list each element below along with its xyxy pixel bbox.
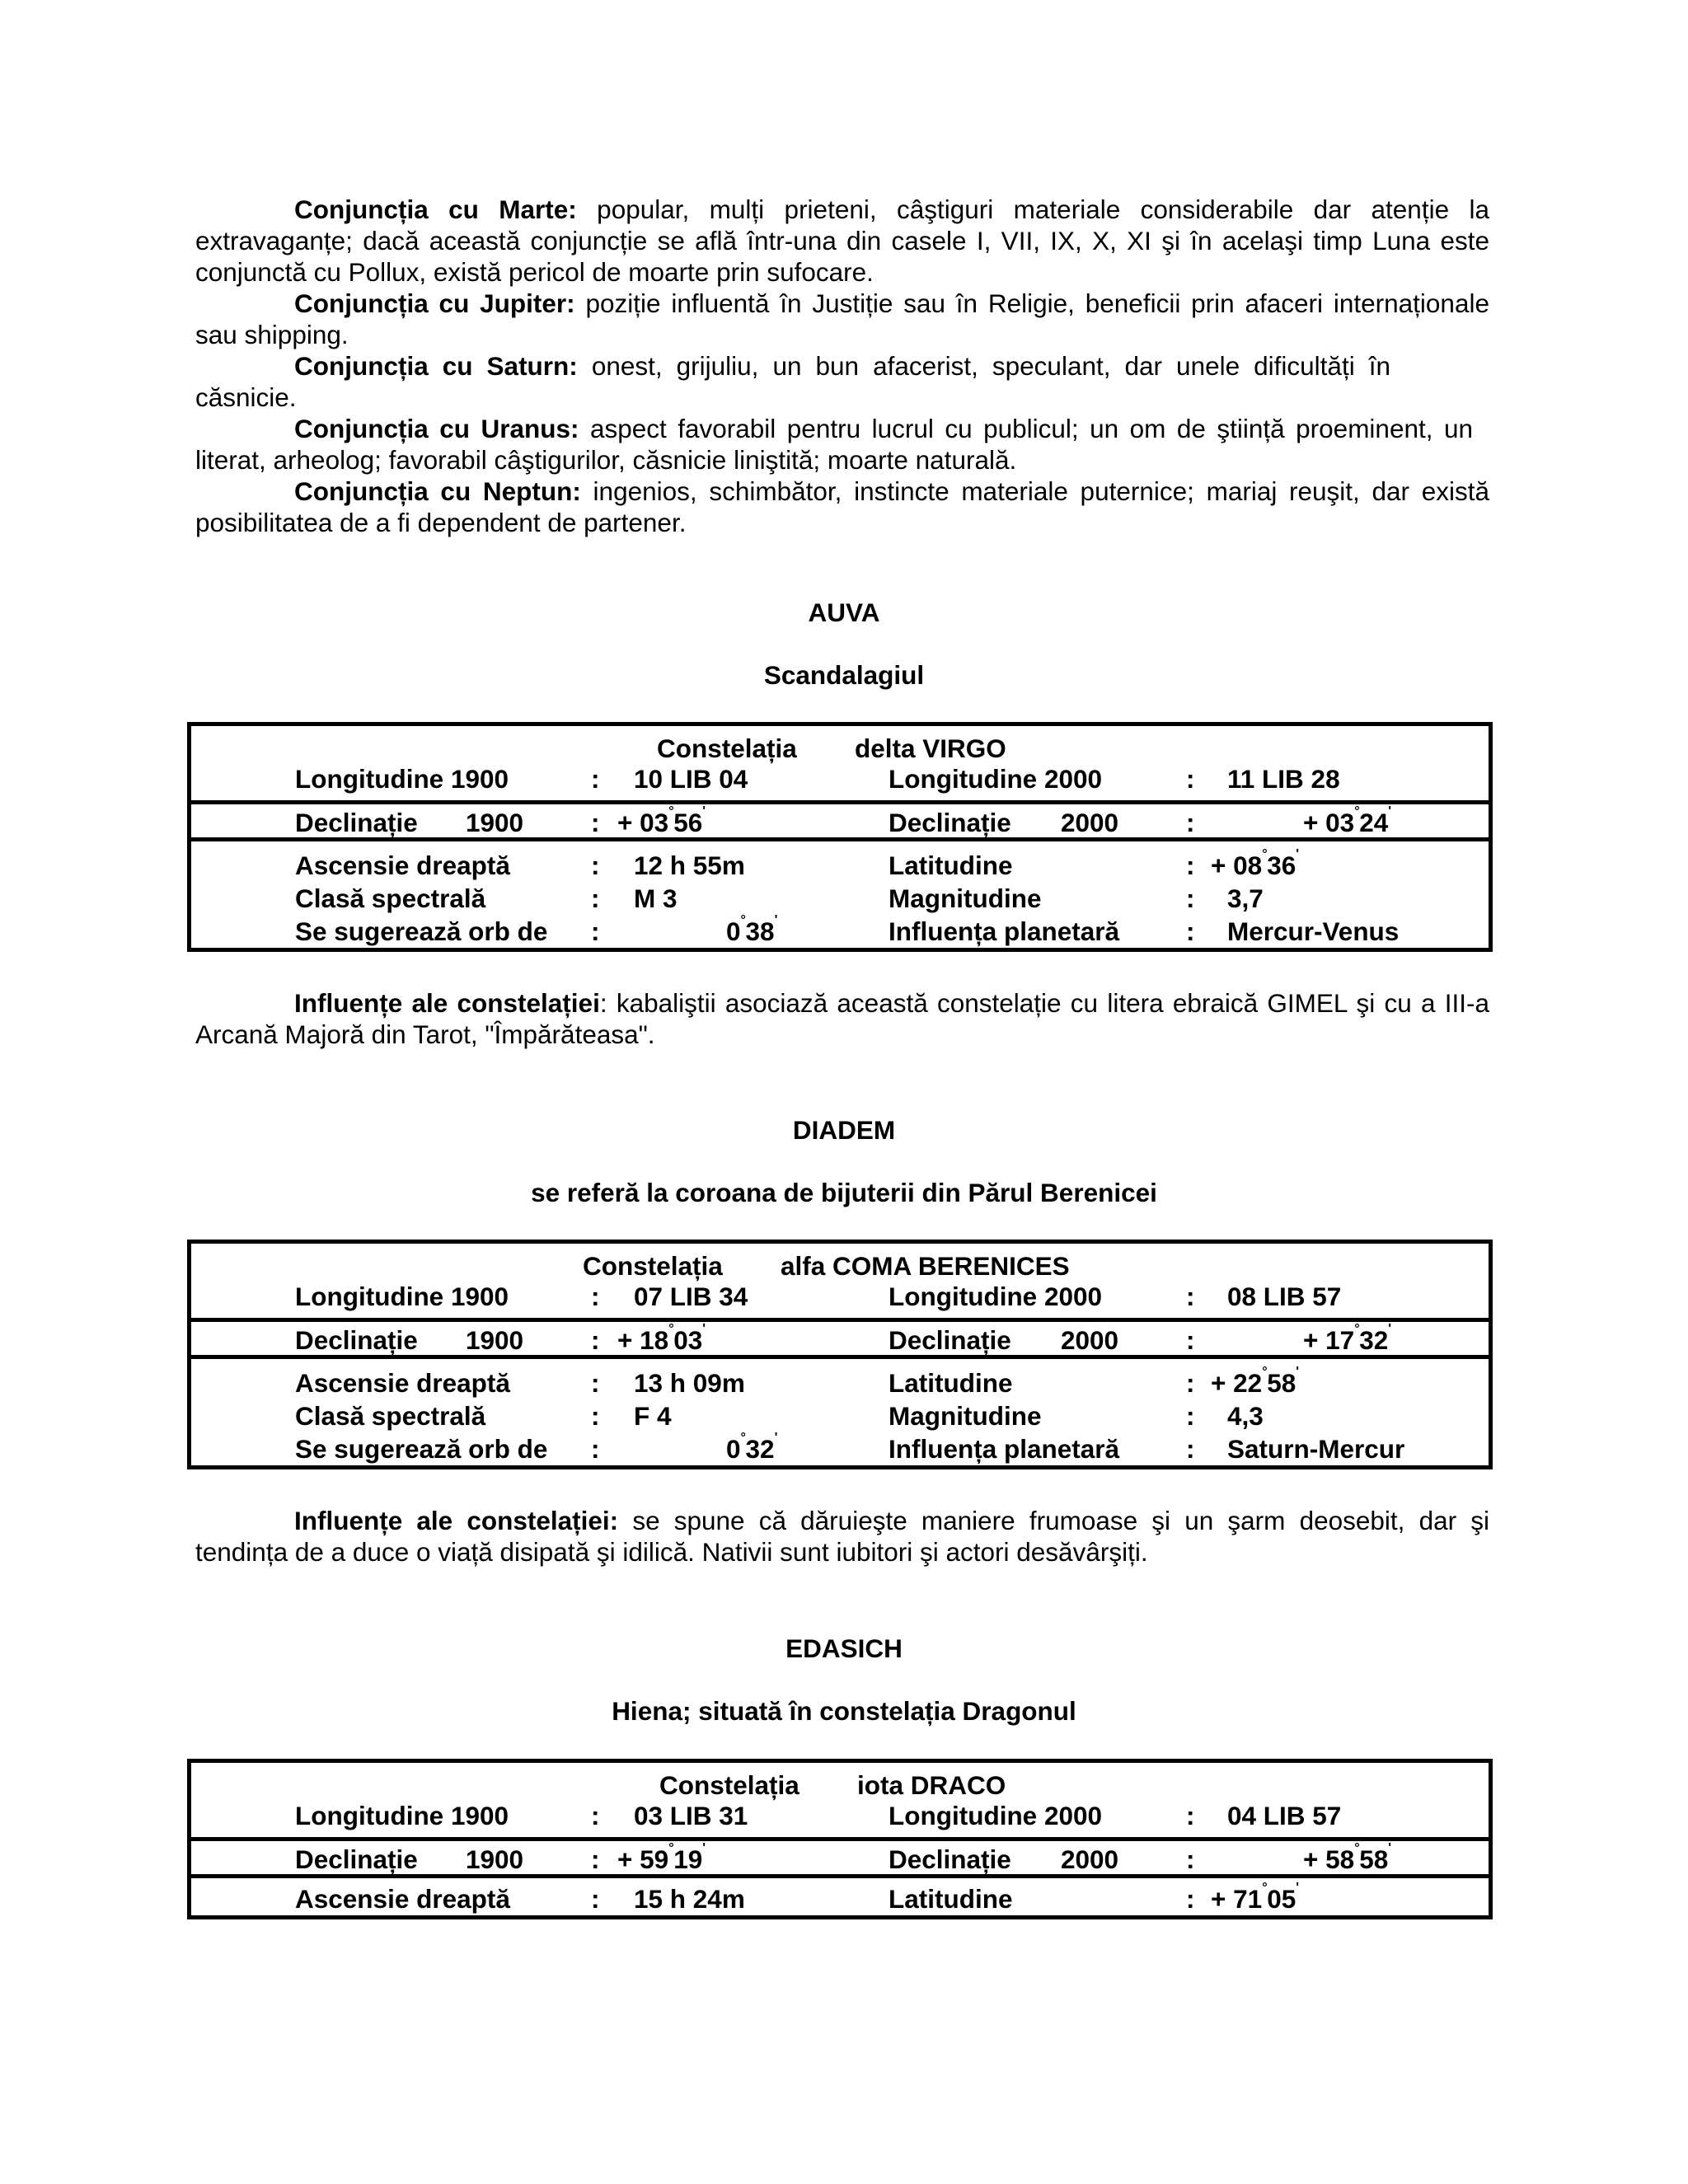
table-section-details: [191, 1355, 1489, 1465]
colon: :: [591, 883, 600, 913]
magnitude-value: 4,3: [1227, 1401, 1264, 1431]
colon: :: [591, 1282, 600, 1311]
latitude-value: [1211, 847, 1300, 880]
constellation-label: Constelația: [583, 1251, 723, 1281]
declination-2000-value: [1303, 804, 1392, 837]
degree-symbol: °: [740, 1431, 746, 1445]
minute-symbol: ': [1388, 1841, 1392, 1855]
magnitude-label: Magnitudine: [889, 883, 1042, 913]
table-section-longitude: [191, 1244, 1489, 1318]
minutes: 32: [1359, 1325, 1389, 1355]
degrees: + 18: [617, 1325, 669, 1355]
declination-2000-year: 2000: [1061, 1844, 1119, 1874]
minutes: 58: [1359, 1844, 1389, 1874]
paragraph-text: se spune că dăruieşte maniere frumoase şi un şarm deosebit, dar şi tendința de a duce o viață disipată şi idilică. Nativii sunt iubitori şi actori desăvârşiți.: [195, 1506, 1489, 1567]
paragraph-saturn: [195, 350, 1390, 413]
degree-symbol: °: [1354, 1841, 1360, 1855]
planetary-influence-value: Mercur-Venus: [1227, 916, 1400, 946]
magnitude-label: Magnitudine: [889, 1401, 1042, 1431]
table-section-longitude: [191, 726, 1489, 800]
spectral-class-value: F 4: [634, 1401, 672, 1431]
declination-2000-year: 2000: [1061, 1325, 1119, 1355]
spectral-class-label: Clasă spectrală: [295, 1401, 486, 1431]
paragraph-text: poziție influentă în Justiție sau în Religie, beneficii prin afaceri internaționale sau shipping.: [195, 288, 1489, 349]
colon: :: [591, 916, 600, 946]
minutes: 36: [1267, 851, 1296, 880]
paragraph-label: Conjuncția cu Neptun:: [294, 476, 581, 506]
latitude-label: Latitudine: [889, 1884, 1013, 1914]
longitude-2000-label: Longitudine 2000: [889, 1282, 1103, 1311]
planetary-influence-value: Saturn-Mercur: [1227, 1434, 1405, 1464]
minutes: 58: [1267, 1368, 1296, 1398]
declination-2000-label: Declinație: [889, 1325, 1011, 1355]
constellation-value: iota DRACO: [857, 1770, 1006, 1800]
minute-symbol: ': [774, 913, 778, 927]
declination-2000-label: Declinație: [889, 808, 1011, 837]
constellation-label: Constelația: [657, 733, 797, 763]
longitude-2000-value: 08 LIB 57: [1227, 1282, 1342, 1311]
latitude-label: Latitudine: [889, 851, 1013, 880]
paragraph-label: Conjuncția cu Saturn:: [294, 351, 578, 381]
colon: :: [1186, 1844, 1195, 1874]
degree-symbol: °: [740, 913, 746, 927]
degrees: + 08: [1211, 851, 1263, 880]
colon: :: [591, 764, 600, 794]
paragraph-jupiter: [195, 288, 1489, 350]
colon: :: [1186, 1325, 1195, 1355]
colon: :: [1186, 764, 1195, 794]
colon: :: [1186, 916, 1195, 946]
colon: :: [1186, 1434, 1195, 1464]
degrees: + 17: [1303, 1325, 1355, 1355]
declination-1900-value: [617, 804, 706, 837]
planetary-influence-label: Influența planetară: [889, 916, 1120, 946]
minute-symbol: ': [1388, 804, 1392, 818]
star-name-heading: DIADEM: [792, 1115, 896, 1145]
degree-symbol: °: [668, 804, 674, 818]
star-data-table: [187, 1759, 1493, 1919]
table-section-details: [191, 837, 1489, 948]
degree-symbol: °: [668, 1841, 674, 1855]
magnitude-value: 3,7: [1227, 883, 1264, 913]
declination-2000-value: [1303, 1841, 1392, 1874]
orb-label: Se sugerează orb de: [295, 1434, 548, 1464]
longitude-1900-label: Longitudine 1900: [295, 764, 509, 794]
declination-1900-value: [617, 1841, 706, 1874]
constellation-influence-paragraph: [195, 987, 1489, 1050]
declination-1900-label: Declinație: [295, 1325, 418, 1355]
colon: :: [591, 1434, 600, 1464]
paragraph-neptun: [195, 476, 1489, 538]
minutes: 24: [1359, 808, 1389, 837]
paragraph-uranus: [195, 413, 1473, 476]
minute-symbol: ': [1296, 847, 1300, 861]
spectral-class-label: Clasă spectrală: [295, 883, 486, 913]
minute-symbol: ': [1296, 1365, 1300, 1379]
right-ascension-label: Ascensie dreaptă: [295, 1368, 510, 1398]
degrees: + 71: [1211, 1884, 1263, 1914]
longitude-1900-label: Longitudine 1900: [295, 1282, 509, 1311]
colon: :: [1186, 883, 1195, 913]
colon: :: [1186, 1401, 1195, 1431]
orb-value: [726, 1431, 778, 1464]
longitude-2000-label: Longitudine 2000: [889, 1801, 1103, 1830]
declination-1900-label: Declinație: [295, 1844, 418, 1874]
orb-value: [726, 913, 778, 946]
longitude-2000-label: Longitudine 2000: [889, 764, 1103, 794]
colon: :: [591, 1325, 600, 1355]
colon: :: [1186, 808, 1195, 837]
declination-2000-year: 2000: [1061, 808, 1119, 837]
degree-symbol: °: [1262, 1881, 1268, 1895]
paragraph-label: Conjuncția cu Jupiter:: [294, 288, 575, 318]
constellation-influence-paragraph: [195, 1505, 1489, 1568]
constellation-value: alfa COMA BERENICES: [781, 1251, 1070, 1281]
degree-symbol: °: [668, 1322, 674, 1336]
star-subtitle: Scandalagiul: [763, 660, 925, 690]
star-name-heading: EDASICH: [785, 1633, 903, 1663]
star-data-table: [187, 1240, 1493, 1469]
minute-symbol: ': [1388, 1322, 1392, 1336]
table-section-longitude: [191, 1763, 1489, 1837]
constellation-value: delta VIRGO: [855, 733, 1006, 763]
longitude-1900-value: 10 LIB 04: [634, 764, 748, 794]
colon: :: [1186, 1282, 1195, 1311]
colon: :: [591, 851, 600, 880]
minutes: 38: [745, 916, 775, 946]
degree-symbol: °: [1262, 1365, 1268, 1379]
degrees: + 03: [1303, 808, 1355, 837]
planetary-influence-label: Influența planetară: [889, 1434, 1120, 1464]
colon: :: [591, 808, 600, 837]
table-section-details: [191, 1874, 1489, 1915]
declination-2000-label: Declinație: [889, 1844, 1011, 1874]
right-ascension-value: 15 h 24m: [634, 1884, 745, 1914]
paragraph-label: Influențe ale constelației: [294, 988, 600, 1018]
minutes: 03: [673, 1325, 703, 1355]
right-ascension-label: Ascensie dreaptă: [295, 851, 510, 880]
minutes: 05: [1267, 1884, 1296, 1914]
star-subtitle: se referă la coroana de bijuterii din Părul Berenicei: [531, 1178, 1157, 1207]
spectral-class-value: M 3: [634, 883, 678, 913]
right-ascension-value: 12 h 55m: [634, 851, 745, 880]
declination-2000-value: [1303, 1322, 1392, 1355]
declination-1900-year: 1900: [466, 1325, 524, 1355]
minutes: 32: [745, 1434, 775, 1464]
declination-1900-year: 1900: [466, 808, 524, 837]
paragraph-text: : kabaliştii asociază această constelație cu litera ebraică GIMEL şi cu a III-a Arcană Majoră din Tarot, "Împărăteasa".: [195, 988, 1489, 1049]
declination-1900-year: 1900: [466, 1844, 524, 1874]
colon: :: [591, 1368, 600, 1398]
paragraph-text: ingenios, schimbător, instincte materiale puternice; mariaj reuşit, dar există posibilitatea de a fi dependent de partener.: [195, 476, 1489, 537]
colon: :: [591, 1801, 600, 1830]
paragraph-text: popular, mulți prieteni, câştiguri materiale considerabile dar atenție la extravaganțe; dacă această conjuncție se află într-una din casele I, VII, IX, X, XI şi în acelaşi timp Luna este conjunctă cu Pollux, există pericol de moarte prin sufocare.: [195, 194, 1489, 287]
paragraph-label: Influențe ale constelației:: [294, 1506, 619, 1535]
longitude-2000-value: 04 LIB 57: [1227, 1801, 1342, 1830]
longitude-1900-value: 03 LIB 31: [634, 1801, 748, 1830]
longitude-2000-value: 11 LIB 28: [1227, 764, 1340, 794]
longitude-1900-value: 07 LIB 34: [634, 1282, 748, 1311]
latitude-value: [1211, 1365, 1300, 1398]
latitude-value: [1211, 1881, 1300, 1914]
latitude-label: Latitudine: [889, 1368, 1013, 1398]
colon: :: [591, 1844, 600, 1874]
degrees: + 58: [1303, 1844, 1355, 1874]
declination-1900-label: Declinație: [295, 808, 418, 837]
degrees: + 03: [617, 808, 669, 837]
minute-symbol: ': [1296, 1881, 1300, 1895]
degree-symbol: °: [1262, 847, 1268, 861]
colon: :: [591, 1401, 600, 1431]
longitude-1900-label: Longitudine 1900: [295, 1801, 509, 1830]
table-section-declination: [191, 1318, 1489, 1355]
colon: :: [1186, 1801, 1195, 1830]
star-subtitle: Hiena; situată în constelația Dragonul: [612, 1696, 1076, 1726]
colon: :: [1186, 1368, 1195, 1398]
paragraph-label: Conjuncția cu Marte:: [294, 194, 577, 224]
minute-symbol: ': [774, 1431, 778, 1445]
table-section-declination: [191, 1837, 1489, 1874]
minute-symbol: ': [702, 804, 706, 818]
paragraph-marte: [195, 194, 1489, 288]
degrees: 0: [726, 916, 741, 946]
degrees: + 59: [617, 1844, 669, 1874]
declination-1900-value: [617, 1322, 706, 1355]
minute-symbol: ': [702, 1322, 706, 1336]
degree-symbol: °: [1354, 1322, 1360, 1336]
star-name-heading: AUVA: [808, 598, 880, 627]
colon: :: [1186, 1884, 1195, 1914]
star-data-table: [187, 722, 1493, 952]
paragraph-label: Conjuncția cu Uranus:: [294, 414, 579, 443]
orb-label: Se sugerează orb de: [295, 916, 548, 946]
minutes: 56: [673, 808, 703, 837]
paragraph-text: aspect favorabil pentru lucrul cu publicul; un om de ştiință proeminent, un literat, arheolog; favorabil câştigurilor, căsnicie liniştită; moarte naturală.: [195, 414, 1474, 475]
colon: :: [1186, 851, 1195, 880]
constellation-label: Constelația: [659, 1770, 799, 1800]
right-ascension-value: 13 h 09m: [634, 1368, 745, 1398]
degrees: 0: [726, 1434, 741, 1464]
colon: :: [591, 1884, 600, 1914]
minutes: 19: [673, 1844, 703, 1874]
right-ascension-label: Ascensie dreaptă: [295, 1884, 510, 1914]
degree-symbol: °: [1354, 804, 1360, 818]
table-section-declination: [191, 800, 1489, 837]
minute-symbol: ': [702, 1841, 706, 1855]
degrees: + 22: [1211, 1368, 1263, 1398]
paragraph-text: onest, grijuliu, un bun afacerist, speculant, dar unele dificultăți în căsnicie.: [195, 351, 1390, 412]
